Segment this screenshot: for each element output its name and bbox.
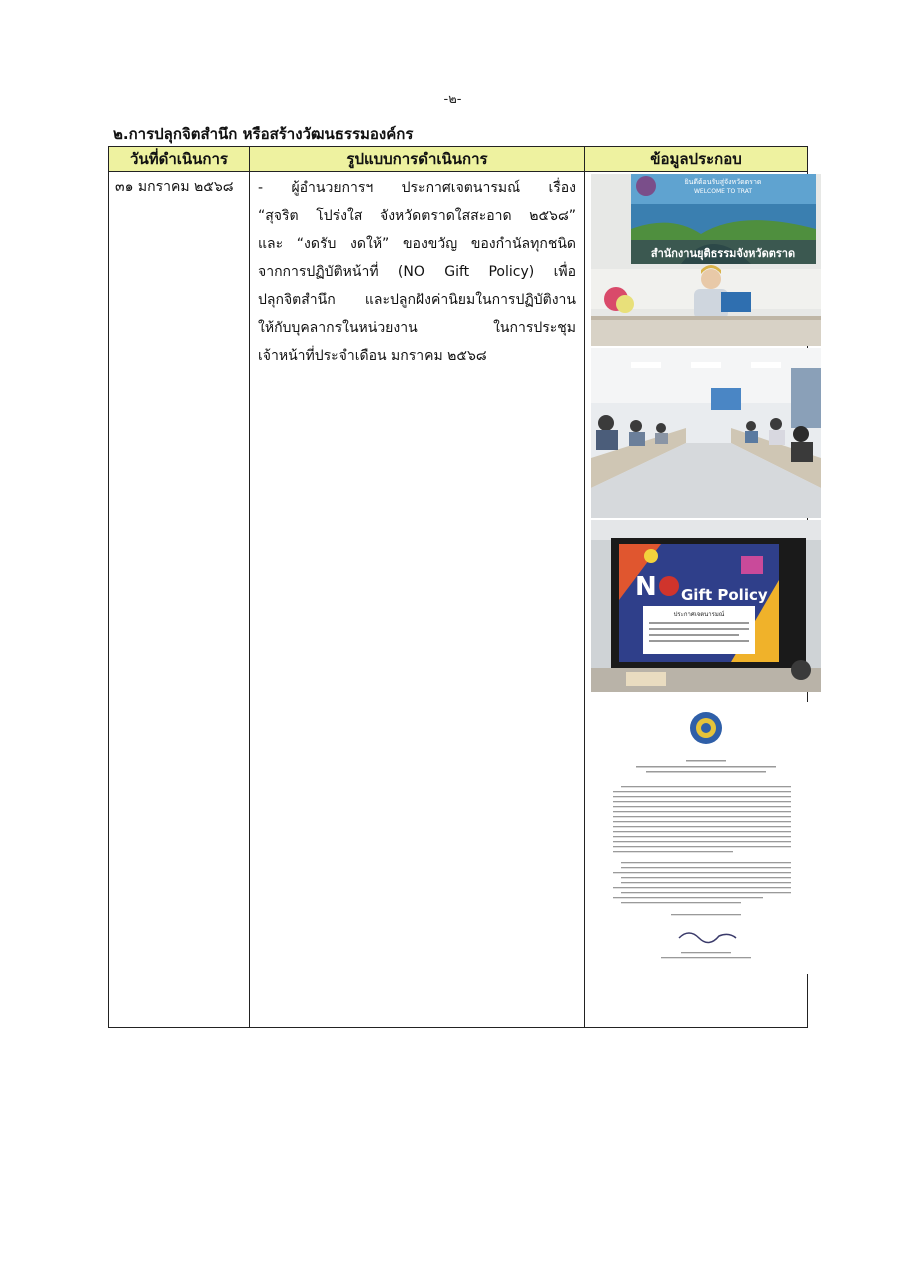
section-title-main: ๒.การปลุกจิตสำนึก (113, 125, 238, 143)
banner-office-name: สำนักงานยุติธรรมจังหวัดตราด (650, 247, 796, 260)
meeting-speaker-photo (591, 174, 821, 346)
description-line: “สุจริต โปร่งใส จังหวัดตราดใสสะอาด ๒๕๖๘” (258, 208, 576, 224)
banner-welcome-en: WELCOME TO TRAT (693, 188, 753, 195)
activity-table (108, 146, 808, 1028)
header-date: วันที่ดำเนินการ (109, 147, 250, 172)
page-number: -๒- (443, 92, 462, 107)
header-method: รูปแบบการดำเนินการ (250, 147, 585, 172)
header-evidence: ข้อมูลประกอบ (585, 147, 808, 172)
table-row (109, 172, 808, 1028)
evidence-cell (585, 172, 808, 1028)
description-line: จากการปฏิบัติหน้าที่ (NO Gift Policy) เพื่อ (258, 264, 576, 280)
announcement-document-image (591, 702, 821, 974)
meeting-room-photo (591, 348, 821, 518)
description-line: และ “งดรับ งดให้” ของขวัญ ของกำนัลทุกชนิด (258, 236, 576, 252)
description-cell (250, 172, 585, 1028)
description-line: เจ้าหน้าที่ประจำเดือน มกราคม ๒๕๖๘ (258, 348, 487, 364)
description-line: ปลุกจิตสำนึก และปลูกฝังค่านิยมในการปฏิบัติงาน (258, 292, 576, 308)
screen-notice-title: ประกาศเจตนารมณ์ (673, 611, 725, 618)
banner-welcome-thai: ยินดีต้อนรับสู่จังหวัดตราด (684, 178, 762, 186)
section-title-sub: หรือสร้างวัฒนธรรมองค์กร (242, 125, 414, 143)
screen-no-text: N (635, 572, 657, 602)
table-header-row (109, 147, 808, 172)
no-gift-policy-screen-photo (591, 520, 821, 692)
description-line: - ผู้อำนวยการฯ ประกาศเจตนารมณ์ เรื่อง (258, 180, 576, 196)
section-title (113, 122, 413, 146)
description-line: ให้กับบุคลากรในหน่วยงาน ในการประชุม (258, 320, 576, 336)
screen-gift-policy-text: Gift Policy (681, 586, 768, 604)
date-cell: ๓๑ มกราคม ๒๕๖๘ (109, 172, 250, 1028)
